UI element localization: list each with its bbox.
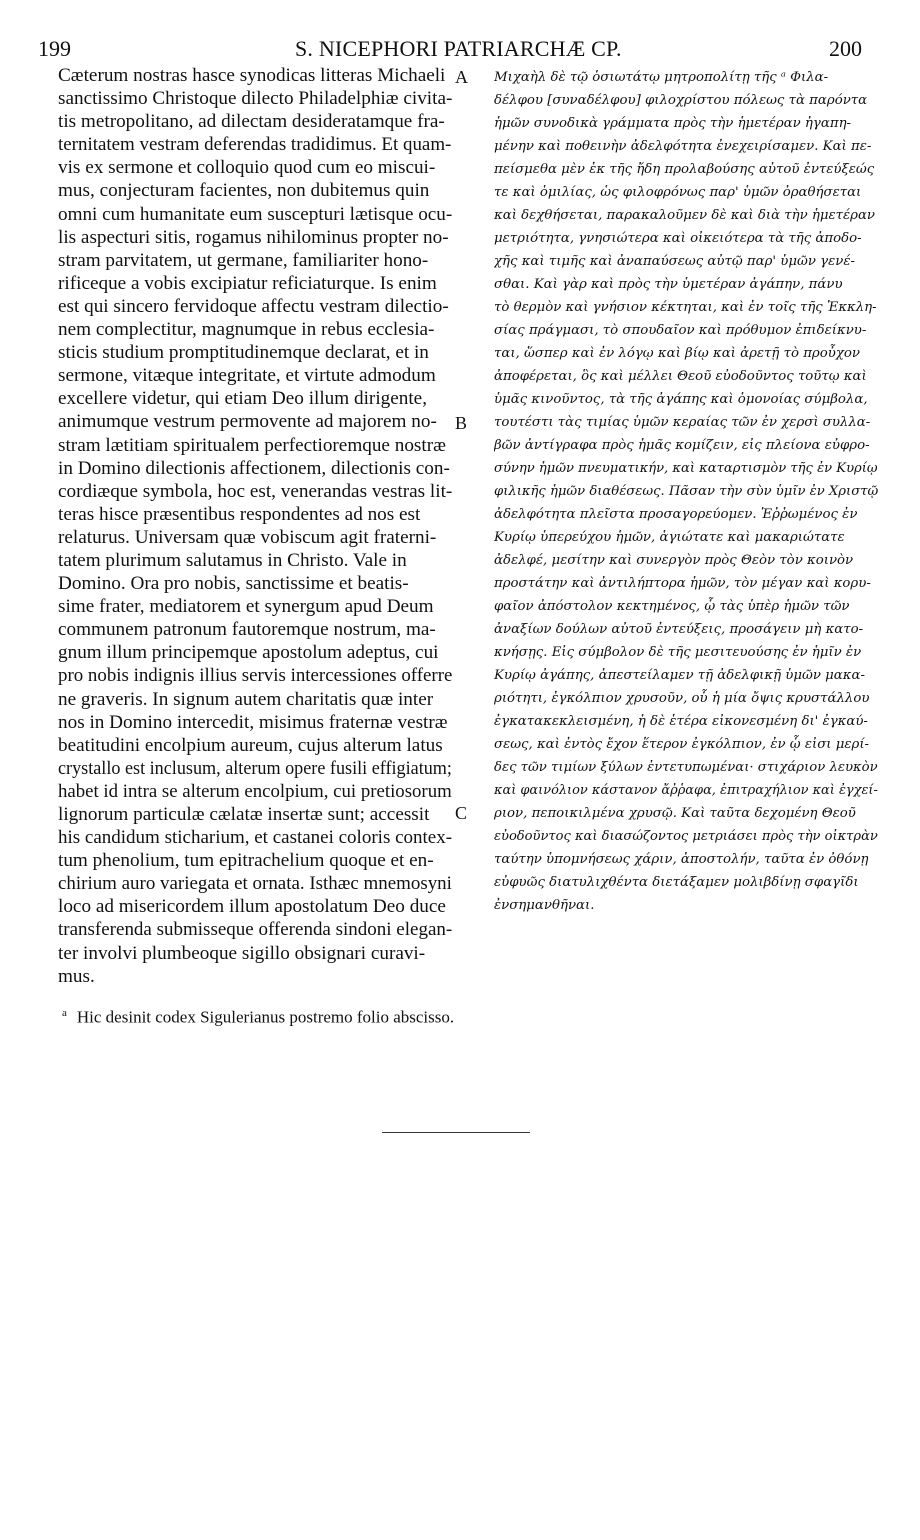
latin-text-line: crystallo est inclusum, alterum opere fusili effigiatum; bbox=[58, 757, 452, 779]
greek-text-line: κνήσῃς. Εἰς σύμβολον δὲ τῆς μεσιτευούσης ἐν ἡμῖν ἐν bbox=[494, 645, 862, 660]
greek-text-line: ταύτην ὑπομνήσεως χάριν, ἀποστολήν, ταῦτα ἐν ὀθόνῃ bbox=[494, 852, 869, 867]
latin-text-line: beatitudini encolpium aureum, cujus alterum latus bbox=[58, 734, 443, 756]
latin-text-line: in Domino dilectionis affectionem, dilectionis con- bbox=[58, 457, 450, 479]
greek-text-line: Μιχαὴλ δὲ τῷ ὁσιωτάτῳ μητροπολίτῃ τῆς ᵃ Φιλα- bbox=[494, 70, 829, 85]
latin-text-line: sermone, vitæque integritate, et virtute admodum bbox=[58, 365, 436, 387]
latin-text-line: tum phenolium, tum epitrachelium quoque et en- bbox=[58, 850, 434, 872]
latin-text-line: sime frater, mediatorem et synergum apud Deum bbox=[58, 596, 434, 618]
section-marker-b: B bbox=[455, 413, 468, 433]
latin-text-line: ter involvi plumbeoque sigillo obsignari curavi- bbox=[58, 942, 426, 964]
footnote-text: Hic desinit codex Sigulerianus postremo folio abscisso. bbox=[76, 1007, 455, 1027]
latin-text-line: chirium auro variegata et ornata. Isthæc mnemosyni bbox=[58, 873, 452, 895]
latin-text-line: omni cum humanitate eum suscepturi lætisque ocu- bbox=[58, 203, 453, 225]
greek-text-line: τε καὶ ὁμιλίας, ὡς φιλοφρόνως παρ' ὑμῶν ὀραθήσεται bbox=[494, 185, 862, 200]
latin-text-line: mus, conjecturam facientes, non dubitemus quin bbox=[58, 180, 430, 202]
latin-text-line: his candidum sticharium, et castanei coloris contex- bbox=[58, 827, 453, 849]
section-marker-c: C bbox=[455, 803, 468, 823]
latin-text-line: pro nobis indignis illius servis intercessiones offerre bbox=[58, 665, 453, 687]
greek-text-line: ἀδελφότητα πλεῖστα προσαγορεύομεν. Ἐῤῥωμένος ἐν bbox=[494, 507, 858, 522]
greek-text-line: φιλικῆς ἡμῶν διαθέσεως. Πᾶσαν τὴν σὺν ὑμῖν ἐν Χριστῷ bbox=[494, 484, 879, 499]
greek-text-line: σύνην ἡμῶν πνευματικήν, καὶ καταρτισμὸν τῆς ἐν Κυρίῳ bbox=[494, 461, 878, 476]
greek-text-line: πείσμεθα μὲν ἐκ τῆς ἤδη προλαβούσης αὐτοῦ ἐντεύξεώς bbox=[494, 162, 875, 177]
right-page-number: 200 bbox=[829, 36, 862, 61]
latin-text-line: tis metropolitano, ad dilectam desideratamque fra- bbox=[58, 111, 445, 133]
greek-text-line: ἐγκατακεκλεισμένη, ἡ δὲ ἑτέρα εἰκονεσμένη δι' ἐγκαύ- bbox=[494, 714, 868, 729]
latin-text-line: Domino. Ora pro nobis, sanctissime et beatis- bbox=[58, 573, 409, 595]
greek-text-line: δες τῶν τιμίων ξύλων ἐντετυπωμέναι· στιχάριον λευκὸν bbox=[494, 760, 878, 775]
footnote bbox=[62, 1002, 662, 1029]
footnote-mark: a bbox=[62, 1007, 67, 1019]
greek-text-line: εὐφυῶς διατυλιχθέντα διετάξαμεν μολιβδίνῃ σφαγῖδι bbox=[494, 875, 859, 890]
greek-text-line: ται, ὥσπερ καὶ ἐν λόγῳ καὶ βίῳ καὶ ἀρετῇ τὸ προὖχον bbox=[494, 346, 860, 361]
latin-text-line: teras hisce præsentibus respondentes ad nos est bbox=[58, 503, 421, 525]
greek-text-line: τουτέστι τὰς τιμίας ὑμῶν κεραίας τῶν ἐν χερσὶ συλλα- bbox=[494, 415, 871, 430]
greek-text-line: ὑμᾶς κινοῦντος, τὰ τῆς ἀγάπης καὶ ὁμονοίας σύμβολα, bbox=[494, 392, 868, 407]
greek-text-line: εὐοδοῦντος καὶ διασώζοντος μετριάσει πρὸς τὴν οἰκτρὰν bbox=[494, 829, 878, 844]
greek-text-line: βῶν ἀντίγραφα πρὸς ἡμᾶς κομίζειν, εἰς πλείονα εὐφρο- bbox=[494, 438, 870, 453]
greek-text-line: δέλφου [συναδέλφου] φιλοχρίστου πόλεως τὰ παρόντα bbox=[494, 93, 868, 108]
latin-text-line: mus. bbox=[58, 965, 95, 987]
running-title: S. NICEPHORI PATRIARCHÆ CP. bbox=[295, 36, 622, 61]
greek-text-line: μετριότητα, γνησιώτερα καὶ οἰκειότερα τὰ τῆς ἀποδο- bbox=[494, 231, 862, 246]
greek-text-line: καὶ φαινόλιον κάστανον ἄῤῥαφα, ἐπιτραχήλιον καὶ ἐγχεί- bbox=[494, 783, 878, 798]
latin-text-line: stram lætitiam spiritualem perfectioremque nostræ bbox=[58, 434, 446, 456]
left-page-number: 199 bbox=[38, 36, 71, 61]
greek-text-line: Κυρίῳ ἀγάπης, ἀπεστείλαμεν τῇ ἀδελφικῇ ὑμῶν μακα- bbox=[494, 668, 865, 683]
latin-text-line: transferenda submisseque offerenda sindoni elegan- bbox=[58, 919, 453, 941]
greek-text-line: καὶ δεχθήσεται, παρακαλοῦμεν δὲ καὶ διὰ τὴν ἡμετέραν bbox=[494, 208, 876, 223]
greek-text-line: ἀποφέρεται, ὃς καὶ μέλλει Θεοῦ εὐοδοῦντος τοῦτῳ καὶ bbox=[494, 369, 867, 384]
greek-text-line: ἐνσημανθῆναι. bbox=[494, 898, 595, 913]
latin-text-line: lis aspecturi sitis, rogamus nihilominus propter no- bbox=[58, 226, 449, 248]
latin-text-line: vis ex sermone et colloquio quod cum eo miscui- bbox=[58, 157, 436, 179]
section-marker-a: A bbox=[455, 67, 468, 87]
latin-text-line: sticis studium promptitudinemque declarat, et in bbox=[58, 342, 429, 364]
greek-text-line: σεως, καὶ ἐντὸς ἔχον ἕτερον ἐγκόλπιον, ἐν ᾧ εἰσι μερί- bbox=[494, 737, 870, 752]
latin-text-line: ternitatem vestram deferendas tradidimus. Et quam- bbox=[58, 134, 452, 156]
latin-text-line: est qui sincero fervidoque affectu vestram dilectio- bbox=[58, 295, 449, 317]
greek-text-line: ριότητι, ἐγκόλπιον χρυσοῦν, οὗ ἡ μία ὄψις κρυστάλλου bbox=[494, 691, 870, 706]
latin-text-line: nem complectitur, magnumque in rebus ecclesia- bbox=[58, 319, 435, 341]
greek-text-line: ριον, πεποικιλμένα χρυσῷ. Καὶ ταῦτα δεχομένη Θεοῦ bbox=[494, 806, 856, 821]
greek-text-line: προστάτην καὶ ἀντιλήπτορα ἡμῶν, τὸν μέγαν καὶ κορυ- bbox=[494, 576, 871, 591]
latin-text-line: excellere videtur, qui etiam Deo illum dirigente, bbox=[58, 388, 427, 410]
end-rule bbox=[382, 1132, 530, 1133]
latin-text-line: animumque vestrum permovente ad majorem no- bbox=[58, 411, 437, 433]
latin-text-line: relaturus. Universam quæ vobiscum agit fraterni- bbox=[58, 526, 437, 548]
greek-text-line: σίας πράγμασι, τὸ σπουδαῖον καὶ πρόθυμον ἐπιδείκνυ- bbox=[494, 323, 867, 338]
latin-text-line: Cæterum nostras hasce synodicas litteras Michaeli bbox=[58, 65, 446, 86]
latin-text-line: nos in Domino intercedit, misimus fraternæ vestræ bbox=[58, 711, 448, 733]
greek-text-line: Κυρίῳ ὑπερεύχου ἡμῶν, ἁγιώτατε καὶ μακαριώτατε bbox=[494, 530, 845, 545]
greek-text-line: φαῖον ἀπόστολον κεκτημένος, ᾧ τὰς ὑπὲρ ἡμῶν τῶν bbox=[494, 599, 850, 614]
greek-text-line: ἀναξίων δούλων αὐτοῦ ἐντεύξεις, προσάγειν μὴ κατο- bbox=[494, 622, 864, 637]
greek-text-line: χῆς καὶ τιμῆς καὶ ἀναπαύσεως αὐτῷ παρ' ὑμῶν γενέ- bbox=[494, 254, 855, 269]
latin-column bbox=[58, 64, 452, 988]
latin-text-line: gnum illum principemque apostolum adeptus, cui bbox=[58, 642, 439, 664]
greek-text-line: μένην καὶ ποθεινὴν ἀδελφότητα ἐνεχειρίσαμεν. Καὶ πε- bbox=[494, 139, 872, 154]
greek-text-line: τὸ θερμὸν καὶ γνήσιον κέκτηται, καὶ ἐν τοῖς τῆς Ἐκκλη- bbox=[494, 300, 877, 315]
latin-text-line: tatem plurimum salutamus in Christo. Vale in bbox=[58, 549, 407, 571]
latin-text-line: rificeque a vobis excipiatur reficiaturque. Is enim bbox=[58, 272, 437, 294]
greek-text-line: ἡμῶν συνοδικὰ γράμματα πρὸς τὴν ἡμετέραν ἠγαπη- bbox=[494, 116, 852, 131]
latin-text-line: habet id intra se alterum encolpium, cui pretiosorum bbox=[58, 780, 452, 802]
greek-text-line: ἀδελφέ, μεσίτην καὶ συνεργὸν πρὸς Θεὸν τὸν κοινὸν bbox=[494, 553, 854, 568]
latin-text-line: loco ad misericordem illum apostolatum Deo duce bbox=[58, 896, 446, 918]
latin-text-line: stram parvitatem, ut germane, familiariter hono- bbox=[58, 249, 429, 271]
greek-text-line: σθαι. Καὶ γὰρ καὶ πρὸς τὴν ὑμετέραν ἀγάπην, πάνυ bbox=[494, 277, 843, 292]
greek-column bbox=[494, 66, 878, 917]
latin-text-line: lignorum particulæ cælatæ insertæ sunt; accessit bbox=[58, 804, 430, 825]
latin-text-line: ne graveris. In signum autem charitatis quæ inter bbox=[58, 688, 434, 710]
latin-text-line: cordiæque symbola, hoc est, venerandas vestras lit- bbox=[58, 480, 452, 502]
latin-text-line: communem patronum fautoremque nostrum, ma- bbox=[58, 619, 436, 641]
latin-text-line: sanctissimo Christoque dilecto Philadelphiæ civita- bbox=[58, 88, 452, 110]
